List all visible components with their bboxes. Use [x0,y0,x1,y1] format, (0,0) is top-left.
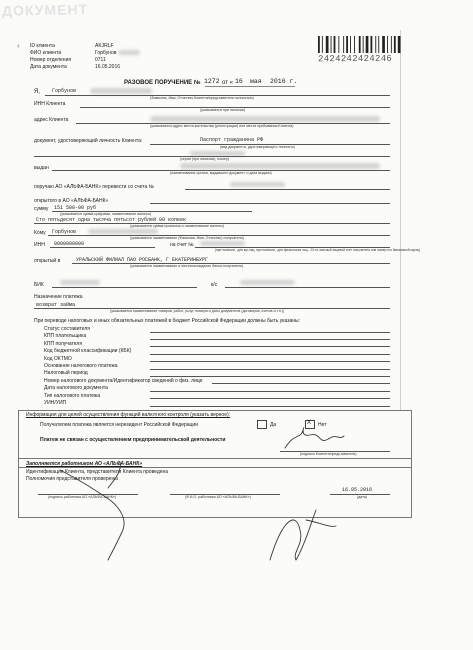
signature-bank-employee [60,462,124,560]
signature-bottom [270,510,336,560]
header-label-id: ID клиента [30,43,55,49]
client-name-caption: (Фамилия, Имя, Отчество Клиента/представителя полностью) [150,96,254,100]
tax-field-label: Тип налогового платежа [44,392,101,399]
transfer-inn-value: 0000000000 [54,241,85,247]
bank-sign-caption: (подпись работника АО «АЛЬФА-БАНК») [48,495,117,499]
client-iddoc-value: Паспорт гражданина РФ [200,137,264,143]
title-month: мая [250,78,262,85]
bank-name-caption: (Ф.И.О. работника АО «АЛЬФА-БАНК») [185,495,251,499]
client-name: Горбунов [52,88,77,94]
client-address-label: адрес Клиента [34,117,69,123]
transfer-instruct-label: поручаю АО «АЛЬФА-БАНК» перевести со счета № [34,184,154,190]
transfer-opened-label: открытого в АО «АЛЬФА-БАНК» [34,198,109,204]
bank-section-line2: Полномочия представителя проверены [26,476,118,482]
tax-field-label: Код бюджетной классификации (КБК) [44,348,132,355]
barcode-number: 2424242424246 [317,53,393,65]
transfer-bank-caption: (указывается наименование и местонахождение банка получателя) [130,264,244,268]
tax-field-label: Налоговый период [44,370,88,377]
transfer-sum-value: 151 500-00 руб [54,205,97,211]
title-number: 1272 [204,78,220,85]
client-inn-caption: (указывается при наличии) [200,108,246,112]
tax-field-label: Код ОКТМО [44,355,72,362]
transfer-purpose-value: возврат займа [36,302,76,308]
transfer-bik-label: БИК [34,282,44,288]
tax-field-label: Статус составителя [44,326,90,332]
header-label-date: Дата документа [30,64,67,70]
transfer-to-value: Горбунов [52,229,77,235]
tax-field-label: КПП плательщика [44,333,87,340]
transfer-to-label: Кому [34,230,46,236]
currency-question: Получателем платежа является нерезидент Российской Федерации [40,422,199,428]
header-value-id: AKJRLF [95,43,114,49]
transfer-sum-caption: (указывается сумма цифрами, наименование валюты) [60,212,152,216]
bank-section-title: Заполняется работником АО «АЛЬФА-БАНК» [26,461,143,467]
title-prefix: РАЗОВОЕ ПОРУЧЕНИЕ № [124,80,201,86]
nonresident-no-check-mark: X [307,420,312,426]
transfer-account-label: на счет № [170,242,194,248]
currency-title: Информация для целей осуществления функций валютного контроля (указать верное): [26,412,231,418]
nonresident-no-label: Нет [318,422,327,428]
faded-stamp: ДОКУМЕНТ [1,1,89,19]
transfer-to-caption: (указывается наименование (Фамилия, Имя, Отчество) получателя) [130,236,244,240]
header-value-fio: Горбунов [95,50,117,56]
tax-field-label: Номер налогового документа/Идентификатор сведений о физ. лице [44,377,203,384]
currency-business: Платеж не связан с осуществлением предпринимательской деятельности [40,437,226,443]
transfer-purpose-label: Назначение платежа [34,294,83,300]
bank-date-value: 16.05.2016 [342,487,373,493]
client-address-caption: (указывается адрес места жительства (регистрации) или места пребывания Клиента) [150,124,294,128]
client-inn-label: ИНН Клиента [34,101,66,107]
transfer-opened-in-label: открытый в [34,258,61,264]
client-issued-label: выдан [34,165,49,171]
client-series-caption: (серия (при наличии), номер) [180,157,229,161]
tax-field-label: КПП получателя [44,340,83,347]
transfer-inn-label: ИНН [34,242,45,248]
client-label: Я, [34,89,40,95]
client-iddoc-label: документ, удостоверяющий личность Клиента: [34,138,143,144]
client-issued-caption: (наименование органа, выдавшего документ, и дата выдачи) [170,171,272,175]
transfer-inn-caption: (при наличии - для юр.лиц, при наличии - для физических лиц - 20-ти значный лицевой счет получателя или номер его банковской карты) [215,248,421,252]
header-label-fio: ФИО клиента [30,50,62,56]
bank-section-line1: Идентификация Клиента, представителя Клиента проведена [26,469,169,475]
margin-mark: ‹ [17,41,20,50]
bank-date-caption: (дата) [357,495,368,499]
transfer-sum-words-caption: (указывается сумма прописью и наименование валюты) [130,224,224,228]
title-from: от « [222,80,233,86]
client-iddoc-caption: (вид документа, удостоверяющего личность) [220,145,295,149]
client-signature-caption: (подпись Клиента/представителя) [300,452,357,456]
transfer-ks-label: к/с [211,282,218,288]
transfer-sum-words: Сто пятьдесят одна тысяча пятьсот рублей 00 копеек [36,217,187,223]
tax-field-label: УИН/УИП [44,400,67,406]
transfer-sum-label: сумму [34,206,49,212]
title-year: 2016 г. [270,78,298,85]
title-day: 16 [235,78,243,85]
header-value-branch: 0711 [95,57,106,63]
transfer-bank-value: УРАЛЬСКИЙ ФИЛИАЛ ПАО РОСБАНК, Г ЕКАТЕРИНБУРГ [76,257,209,263]
header-label-branch: Номер отделения [30,57,72,63]
transfer-purpose-caption: (указывается наименование товаров, работ, услуг, номера и даты документов (договоров, счетов и т.п.)) [110,309,285,313]
nonresident-yes-label: Да [270,422,277,428]
header-value-date: 16.05.2016 [95,64,121,70]
tax-field-label: Основание налогового платежа [44,363,118,369]
tax-field-label: Дата налогового документа [44,385,108,392]
tax-intro: При переводе налоговых и иных обязательных платежей в бюджет Российской Федерации должны быть указаны: [34,318,301,324]
signature-client [285,428,344,448]
